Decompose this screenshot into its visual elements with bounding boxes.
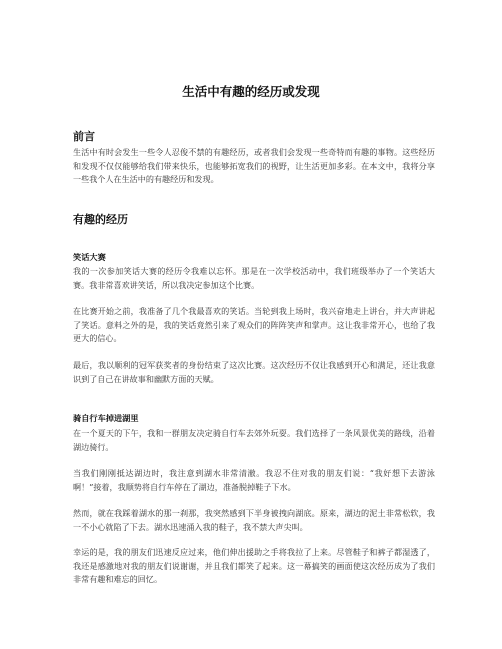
- bike-lake-paragraph-2: 当我们刚刚抵达湖边时，我注意到湖水非常清澈。我忍不住对我的朋友们说：“我好想下去游泳啊！”接着，我顺势将自行车停在了湖边，准备脱掉鞋子下水。: [73, 468, 435, 492]
- section-heading-experiences: 有趣的经历: [73, 213, 128, 226]
- document-title: 生活中有趣的经历或发现: [182, 84, 320, 99]
- preface-paragraph: 生活中有时会发生一些令人忍俊不禁的有趣经历，或者我们会发现一些奇特而有趣的事物。这些经历和发现不仅仅能够给我们带来快乐，也能够拓宽我们的视野，让生活更加多彩。在本文中，我将分享一些我个人在生活中的有趣经历和发现。: [73, 147, 435, 184]
- subsection-heading-bike-lake: 骑自行车掉进湖里: [73, 413, 139, 423]
- bike-lake-paragraph-3: 然而，就在我踩着湖水的那一刹那，我突然感到下半身被拽向湖底。原来，湖边的泥土非常松软，我一不小心就陷了下去。湖水迅速涌入我的鞋子，我不禁大声尖叫。: [73, 508, 435, 532]
- bike-lake-paragraph-4: 幸运的是，我的朋友们迅速反应过来，他们伸出援助之手将我拉了上来。尽管鞋子和裤子都湿透了，我还是感激地对我的朋友们说谢谢，并且我们都笑了起来。这一幕搞笑的画面使这次经历成为了我们非常有趣和难忘的回忆。: [73, 547, 435, 584]
- section-heading-preface: 前言: [73, 130, 95, 143]
- subsection-heading-joke-contest: 笑话大赛: [73, 252, 106, 262]
- bike-lake-paragraph-1: 在一个夏天的下午，我和一群朋友决定骑自行车去郊外玩耍。我们选择了一条风景优美的路线，沿着湖边骑行。: [73, 428, 435, 452]
- joke-contest-paragraph-3: 最后，我以顺利的冠军获奖者的身份结束了这次比赛。这次经历不仅让我感到开心和满足，还让我意识到了自己在讲故事和幽默方面的天赋。: [73, 360, 435, 384]
- joke-contest-paragraph-1: 我的一次参加笑话大赛的经历令我难以忘怀。那是在一次学校活动中，我们班级举办了一个笑话大赛。我非常喜欢讲笑话，所以我决定参加这个比赛。: [73, 266, 435, 290]
- joke-contest-paragraph-2: 在比赛开始之前，我准备了几个我最喜欢的笑话。当轮到我上场时，我兴奋地走上讲台，并大声讲起了笑话。意料之外的是，我的笑话竟然引来了观众们的阵阵笑声和掌声。这让我非常开心，也给了我更大的信心。: [73, 306, 435, 343]
